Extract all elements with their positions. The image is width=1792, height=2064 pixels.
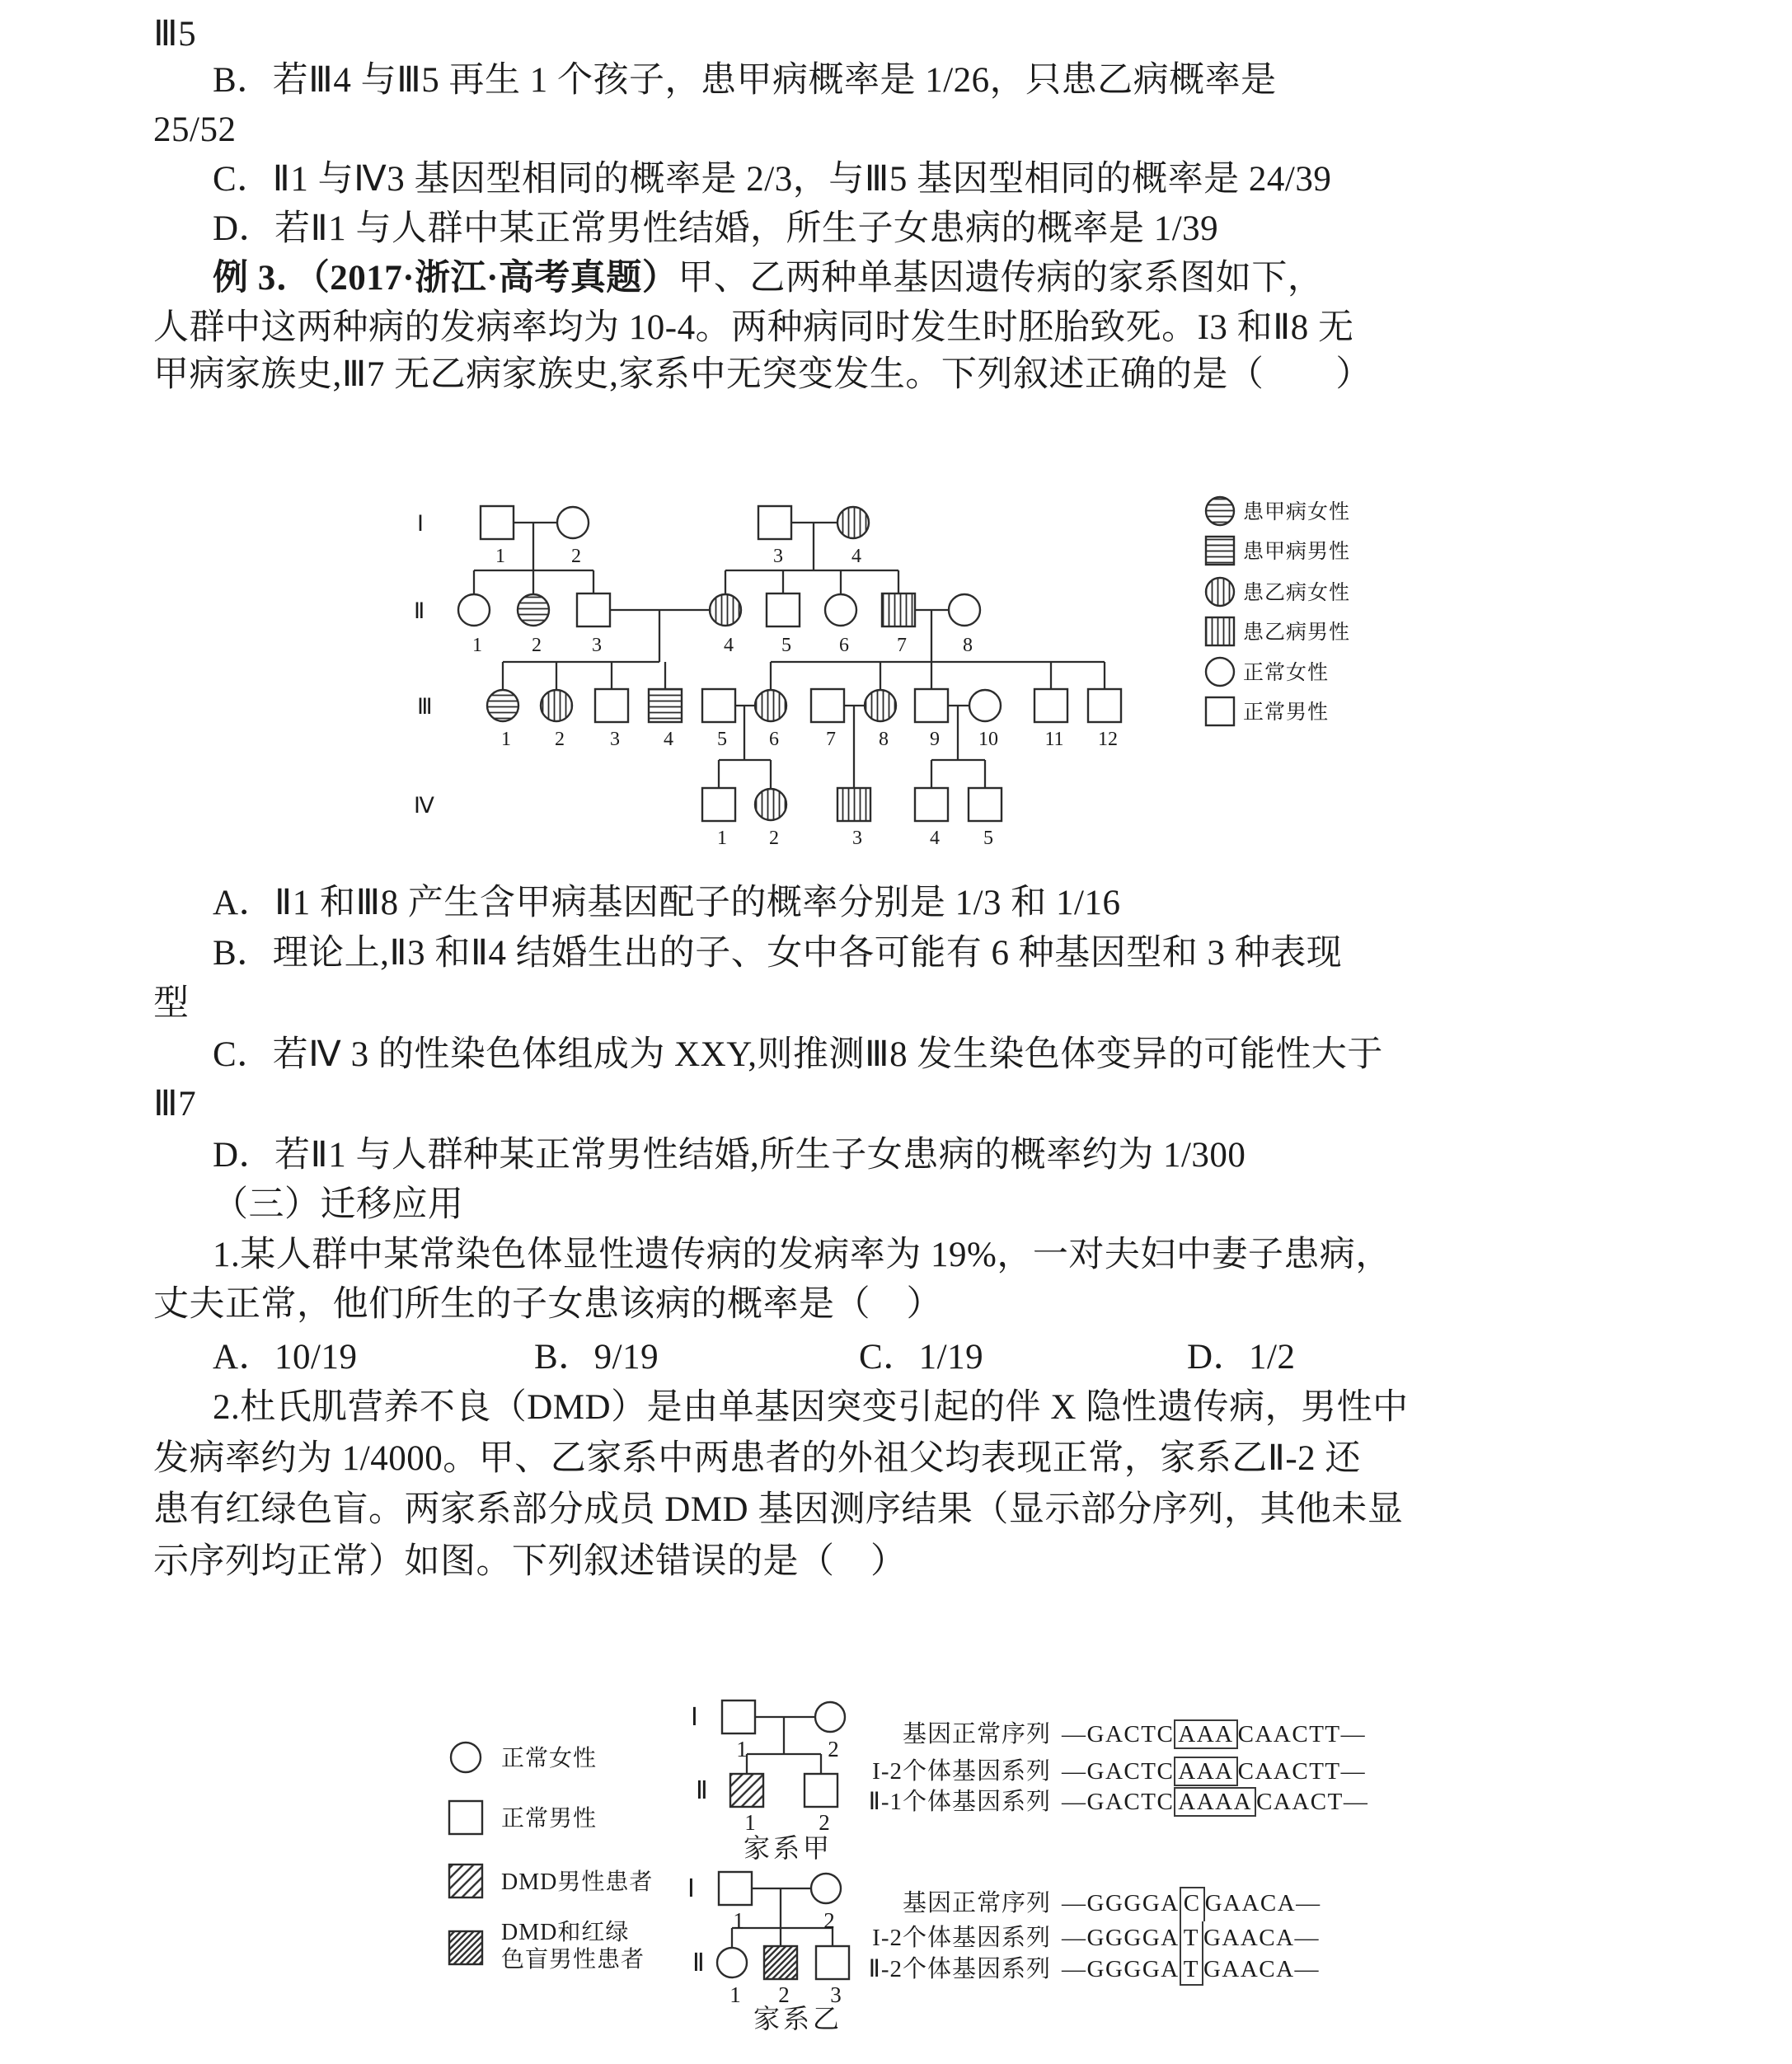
pedigree-member-II-4 <box>710 594 741 626</box>
generation-label-4: Ⅳ <box>414 793 434 818</box>
example3-heading <box>213 257 1323 300</box>
member-number-IV-4: 4 <box>930 828 940 849</box>
boxed-bases: AAA <box>1174 1719 1237 1749</box>
member-number-II-1: 1 <box>472 635 482 656</box>
member-number-jiaxi-yi-II-2: 2 <box>778 1982 790 2007</box>
pedigree-member-jiaxi-yi-II-2 <box>764 1946 797 1979</box>
pedigree-member-III-6 <box>755 690 786 721</box>
family-b-generation-2: Ⅱ <box>692 1949 705 1977</box>
member-number-III-10: 10 <box>978 729 998 750</box>
member-number-I-4: 4 <box>851 546 861 567</box>
pedigree-member-I-2 <box>557 507 589 538</box>
example3-option-d: D．若Ⅱ1 与人群种某正常男性结婚,所生子女患病的概率约为 1/300 <box>213 1136 1246 1175</box>
pedigree-member-legend2-normal-male <box>449 1801 482 1834</box>
generation-label-3: Ⅲ <box>417 694 433 719</box>
pedigree-member-IV-3 <box>837 788 870 821</box>
pedigree-member-legend2-dmd-male <box>449 1865 482 1897</box>
member-number-III-11: 11 <box>1044 729 1064 750</box>
pedigree-member-III-8 <box>865 690 896 721</box>
legend-label-normal-male: 正常男性 <box>1243 701 1330 724</box>
pedigree-member-legend-affected-a-male <box>1206 537 1234 565</box>
pedigree-member-legend-affected-b-male <box>1206 617 1234 645</box>
seq-a-normal-value: —GACTC AAA CAACTT— <box>1062 1721 1367 1747</box>
pedigree-member-II-6 <box>825 594 856 626</box>
pedigree-member-jiaxi-jia-I-1 <box>722 1700 755 1733</box>
pedigree-member-IV-5 <box>969 788 1002 821</box>
pedigree-member-legend-affected-a-female <box>1206 497 1234 525</box>
member-number-jiaxi-yi-I-2: 2 <box>823 1908 835 1933</box>
member-number-III-3: 3 <box>610 729 620 750</box>
text-line-2552: 25/52 <box>153 110 237 149</box>
member-number-III-2: 2 <box>555 729 565 750</box>
member-number-III-7: 7 <box>826 729 836 750</box>
family-a-generation-1: Ⅰ <box>691 1704 698 1731</box>
seq-a-row-i2 <box>804 1752 1366 1786</box>
member-number-IV-5: 5 <box>983 828 993 849</box>
legend-label-affected-b-male: 患乙病男性 <box>1243 622 1351 644</box>
pedigree-member-III-10 <box>969 690 1001 721</box>
pedigree-member-II-5 <box>767 593 800 626</box>
legend-label-normal-female: 正常女性 <box>1243 662 1330 684</box>
option-c-prev: C．Ⅱ1 与Ⅳ3 基因型相同的概率是 2/3，与Ⅲ5 基因型相同的概率是 24/39 <box>213 160 1332 199</box>
seq-b-row-ii2 <box>804 1950 1320 1984</box>
member-number-II-5: 5 <box>781 635 791 656</box>
family-b-generation-1: Ⅰ <box>687 1875 695 1902</box>
section3-heading: （三）迁移应用 <box>213 1185 464 1224</box>
family-b-title: 家系乙 <box>753 2004 843 2034</box>
seq-b-normal-value: —GGGGA C GAACA— <box>1062 1890 1321 1917</box>
seq-a-normal-label: 基因正常序列 <box>902 1721 1051 1747</box>
question1-option-d: D．1/2 <box>1187 1338 1296 1377</box>
pedigree-member-jiaxi-yi-II-1 <box>717 1948 747 1977</box>
question2-line1: 2.杜氏肌营养不良（DMD）是由单基因突变引起的伴 X 隐性遗传病，男性中 <box>213 1388 1409 1427</box>
member-number-III-12: 12 <box>1098 729 1118 750</box>
seq-b-i2-value: —GGGGA T GAACA— <box>1062 1925 1320 1952</box>
member-number-I-3: 3 <box>773 546 783 567</box>
example3-option-b: B．理论上,Ⅱ3 和Ⅱ4 结婚生出的子、女中各可能有 6 种基因型和 3 种表现 <box>213 934 1343 973</box>
example3-line3: 甲病家族史,Ⅲ7 无乙病家族史,家系中无突变发生。下列叙述正确的是（ ） <box>153 355 1372 394</box>
pedigree-member-legend2-normal-female <box>451 1743 481 1772</box>
member-number-II-3: 3 <box>592 635 602 656</box>
legend-label-affected-b-female: 患乙病女性 <box>1243 582 1351 604</box>
pedigree-member-legend-normal-female <box>1206 658 1234 686</box>
pedigree-member-III-1 <box>487 690 518 721</box>
member-number-jiaxi-yi-I-1: 1 <box>733 1908 744 1933</box>
seq-a-row-normal <box>804 1715 1366 1749</box>
member-number-II-6: 6 <box>839 635 849 656</box>
seq-b-i2-label: I-2个体基因系列 <box>872 1925 1051 1951</box>
pedigree-member-II-1 <box>458 594 490 626</box>
question1-option-b: B．9/19 <box>534 1338 659 1377</box>
legend2-label-dmd-colorblind-2: 色盲男性患者 <box>501 1947 645 1973</box>
pedigree-member-II-8 <box>949 594 980 626</box>
pedigree-member-jiaxi-yi-I-1 <box>719 1872 752 1905</box>
member-number-jiaxi-jia-II-1: 1 <box>744 1810 756 1835</box>
pedigree-figure <box>396 485 1401 874</box>
seq-b-normal-label: 基因正常序列 <box>902 1890 1051 1916</box>
member-number-II-8: 8 <box>963 635 973 656</box>
family-a-generation-2: Ⅱ <box>696 1777 708 1804</box>
member-number-jiaxi-jia-I-1: 1 <box>736 1737 748 1761</box>
pedigree-member-III-3 <box>595 689 628 722</box>
legend2-label-dmd-colorblind-1: DMD和红绿 <box>501 1920 630 1945</box>
boxed-base: T <box>1180 1921 1203 1954</box>
seq-a-ii1-label: Ⅱ-1个体基因系列 <box>868 1789 1051 1815</box>
seq-a-row-ii1 <box>804 1783 1368 1817</box>
member-number-IV-2: 2 <box>769 828 779 849</box>
pedigree-member-III-2 <box>541 690 572 721</box>
seq-a-ii1-value: —GACTC AAAA CAACT— <box>1062 1789 1369 1815</box>
text-line-iii5: Ⅲ5 <box>153 15 197 54</box>
member-number-I-1: 1 <box>495 546 505 567</box>
member-number-jiaxi-yi-II-3: 3 <box>830 1982 842 2007</box>
pedigree-member-III-4 <box>649 689 682 722</box>
example3-option-b2: 型 <box>153 984 190 1023</box>
boxed-bases: AAAA <box>1174 1787 1256 1817</box>
legend-label-affected-a-male: 患甲病男性 <box>1243 541 1351 563</box>
member-number-III-6: 6 <box>769 729 779 750</box>
seq-a-i2-value: —GACTC AAA CAACTT— <box>1062 1758 1367 1785</box>
member-number-IV-1: 1 <box>717 828 727 849</box>
boxed-bases: AAA <box>1174 1757 1237 1786</box>
example3-option-c: C．若Ⅳ 3 的性染色体组成为 XXY,则推测Ⅲ8 发生染色体变异的可能性大于 <box>213 1035 1383 1074</box>
legend-label-affected-a-female: 患甲病女性 <box>1243 501 1351 523</box>
pedigree-member-III-5 <box>702 689 735 722</box>
pedigree-member-IV-4 <box>915 788 948 821</box>
legend2-label-normal-female: 正常女性 <box>501 1746 598 1771</box>
boxed-base: T <box>1180 1951 1203 1986</box>
example3-tag: 例 3．（2017·浙江·高考真题） <box>213 259 678 298</box>
example3-line2: 人群中这两种病的发病率均为 10-4。两种病同时发生时胚胎致死。I3 和Ⅱ8 无 <box>153 308 1354 347</box>
question2-line4: 示序列均正常）如图。下列叙述错误的是（ ） <box>153 1542 907 1581</box>
member-number-jiaxi-jia-II-2: 2 <box>819 1810 830 1835</box>
member-number-III-8: 8 <box>879 729 889 750</box>
seq-b-row-normal <box>804 1884 1321 1918</box>
option-b-prev: B．若Ⅲ4 与Ⅲ5 再生 1 个孩子，患甲病概率是 1/26，只患乙病概率是 <box>213 61 1277 100</box>
member-number-jiaxi-jia-I-2: 2 <box>828 1737 839 1761</box>
pedigree-member-III-11 <box>1034 689 1067 722</box>
pedigree-member-I-4 <box>837 507 869 538</box>
pedigree-member-legend2-dmd-colorblind-male <box>449 1931 482 1964</box>
member-number-III-1: 1 <box>501 729 511 750</box>
pedigree-member-III-9 <box>915 689 948 722</box>
example3-option-c2: Ⅲ7 <box>153 1085 197 1123</box>
pedigree-member-III-7 <box>811 689 844 722</box>
legend2-label-dmd-male: DMD男性患者 <box>501 1869 654 1895</box>
seq-b-row-i2 <box>804 1919 1320 1953</box>
member-number-jiaxi-yi-II-1: 1 <box>729 1982 741 2007</box>
seq-b-ii2-label: Ⅱ-2个体基因系列 <box>868 1956 1051 1982</box>
pedigree-member-I-3 <box>758 506 791 539</box>
pedigree-member-IV-1 <box>702 788 735 821</box>
seq-a-i2-label: I-2个体基因系列 <box>872 1758 1051 1785</box>
question1-line1: 1.某人群中某常染色体显性遗传病的发病率为 19%，一对夫妇中妻子患病， <box>213 1236 1391 1274</box>
member-number-III-5: 5 <box>717 729 727 750</box>
generation-label-2: Ⅱ <box>414 598 425 623</box>
member-number-II-4: 4 <box>724 635 734 656</box>
pedigree-member-II-2 <box>518 594 549 626</box>
member-number-III-9: 9 <box>930 729 940 750</box>
member-number-I-2: 2 <box>571 546 581 567</box>
seq-b-ii2-value: —GGGGA T GAACA— <box>1062 1956 1320 1983</box>
family-a-title: 家系甲 <box>744 1833 833 1863</box>
member-number-II-7: 7 <box>897 635 907 656</box>
pedigree-member-II-7 <box>882 593 915 626</box>
member-number-IV-3: 3 <box>852 828 862 849</box>
legend2-label-normal-male: 正常男性 <box>501 1806 598 1832</box>
member-number-II-2: 2 <box>532 635 542 656</box>
option-d-prev: D．若Ⅱ1 与人群中某正常男性结婚，所生子女患病的概率是 1/39 <box>213 209 1219 248</box>
generation-label-1: Ⅰ <box>417 511 424 536</box>
pedigree-member-II-3 <box>577 593 610 626</box>
pedigree-member-IV-2 <box>755 789 786 820</box>
example3-option-a: A．Ⅱ1 和Ⅲ8 产生含甲病基因配子的概率分别是 1/3 和 1/16 <box>213 884 1121 922</box>
pedigree-member-legend-affected-b-female <box>1206 578 1234 606</box>
example3-intro: 甲、乙两种单基因遗传病的家系图如下， <box>678 259 1324 298</box>
pedigree-member-legend-normal-male <box>1206 697 1234 725</box>
boxed-base: C <box>1180 1887 1205 1921</box>
pedigree-member-jiaxi-jia-II-1 <box>730 1774 763 1807</box>
pedigree-member-III-12 <box>1088 689 1121 722</box>
question1-option-c: C．1/19 <box>859 1338 984 1377</box>
question1-option-a: A．10/19 <box>213 1338 358 1377</box>
pedigree-member-I-1 <box>481 506 514 539</box>
question2-line3: 患有红绿色盲。两家系部分成员 DMD 基因测序结果（显示部分序列，其他未显 <box>153 1490 1404 1529</box>
question2-line2: 发病率约为 1/4000。甲、乙家系中两患者的外祖父均表现正常，家系乙Ⅱ-2 还 <box>153 1439 1361 1478</box>
member-number-III-4: 4 <box>664 729 673 750</box>
question1-line2: 丈夫正常，他们所生的子女患该病的概率是（ ） <box>153 1285 942 1324</box>
